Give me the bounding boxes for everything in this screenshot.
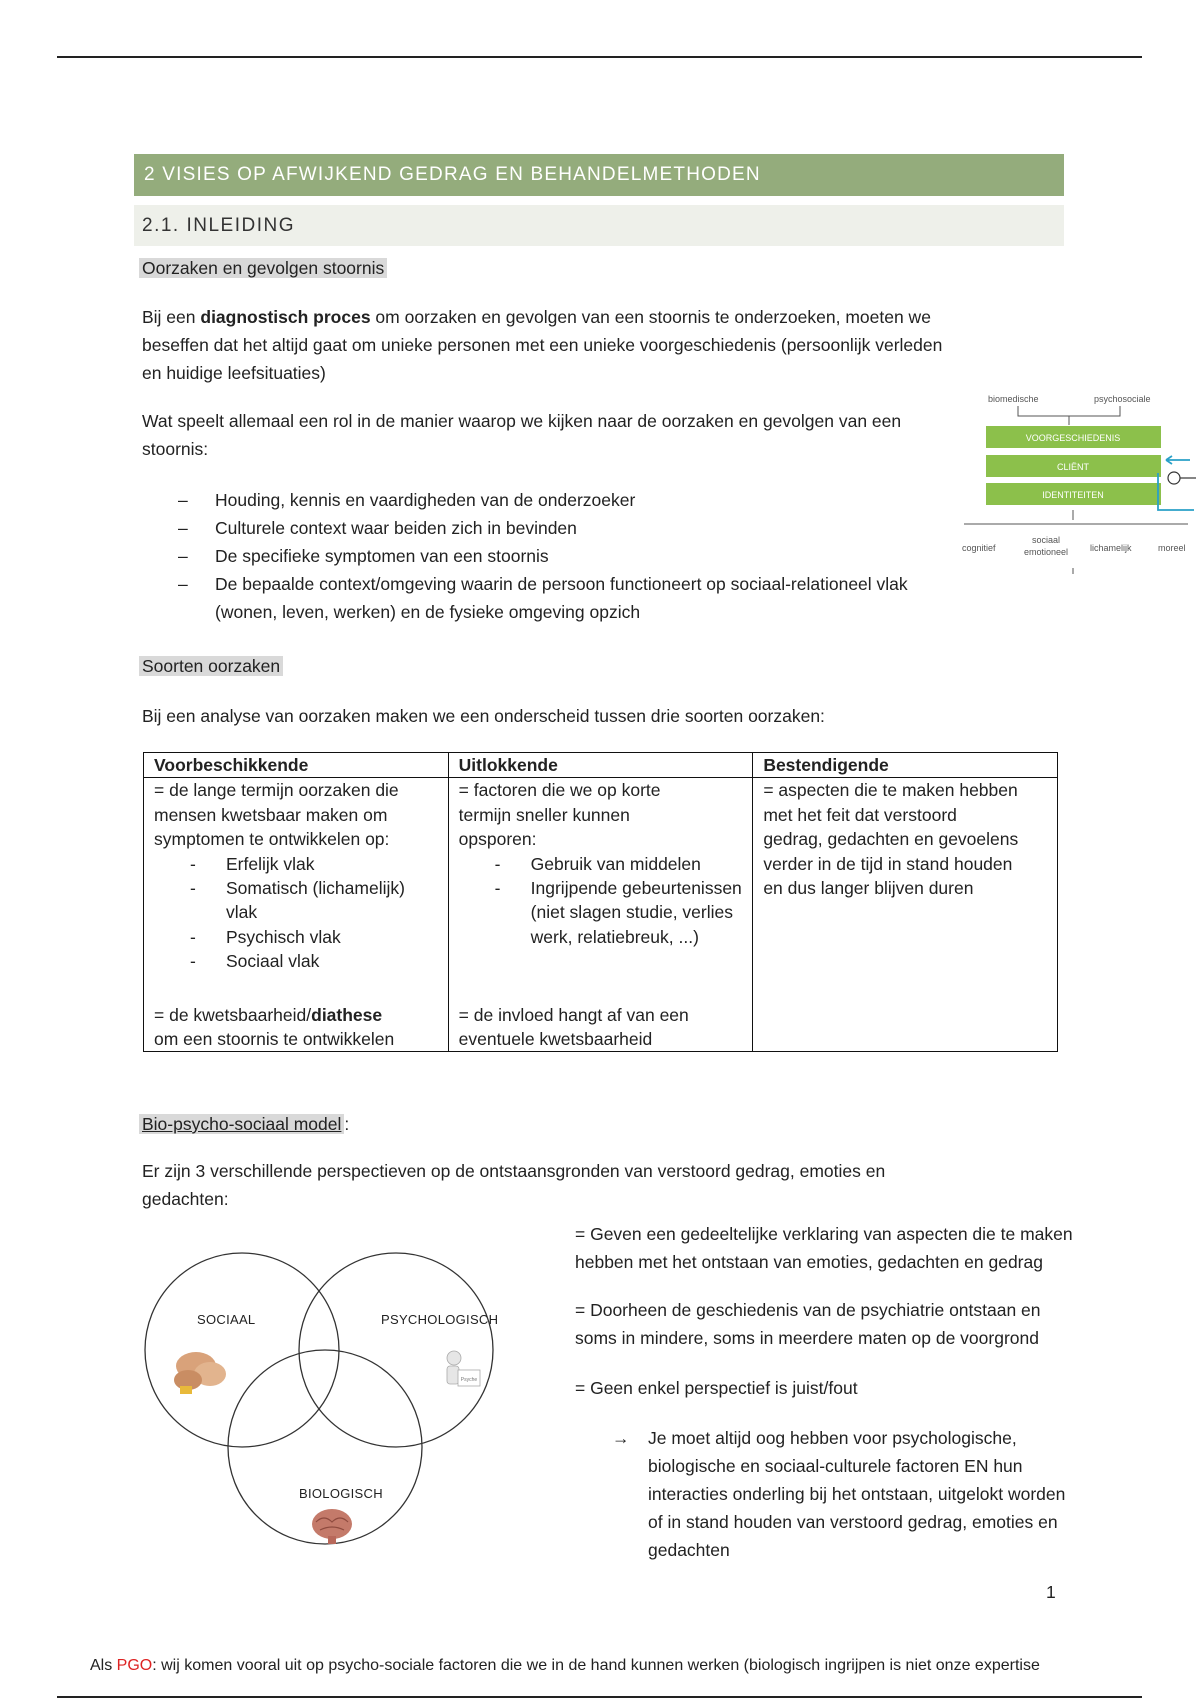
diagram-bar-client-label: CLIËNT: [1056, 462, 1090, 472]
diagram-label-psychosocial: psychosociale: [1094, 394, 1151, 404]
bottom-rule: [57, 1696, 1142, 1698]
bullet-text: Houding, kennis en vaardigheden van de onderzoeker: [215, 490, 636, 510]
item-dash: -: [190, 926, 196, 947]
cell-line: gedrag, gedachten en gevoelens: [763, 829, 1019, 850]
list-item: [459, 876, 743, 949]
bullet-dash: –: [178, 574, 188, 594]
bullet-text: Culturele context waar beiden zich in bevinden: [215, 518, 577, 538]
list-item: [178, 514, 1018, 542]
section-heading: 2.1. INLEIDING: [134, 205, 1064, 246]
bullet-list-roles: [178, 486, 1018, 626]
item-dash: -: [190, 951, 196, 972]
subsection-title-model: [139, 1110, 349, 1138]
p1-bold: diagnostisch proces: [200, 307, 371, 327]
cell-line: symptomen te ontwikkelen op:: [154, 829, 390, 850]
cell-line: met het feit dat verstoord: [763, 804, 957, 825]
cell-line: en dus langer blijven duren: [763, 878, 974, 899]
p2-line1: Wat speelt allemaal een rol in de manier waarop we kijken naar de oorzaken en gevolgen van een: [142, 411, 902, 431]
diagram-bottom-lines: [964, 510, 1188, 574]
model-conclusion: [648, 1424, 1138, 1564]
list-item: [178, 542, 1018, 570]
venn-label-social: SOCIAAL: [197, 1312, 256, 1327]
p1-line2: beseffen dat het altijd gaat om unieke personen met een unieke voorgeschiedenis (persoonlijk verleden: [142, 335, 943, 355]
cell-bottom-diathesis: [154, 1003, 442, 1052]
chapter-heading: 2 VISIES OP AFWIJKEND GEDRAG EN BEHANDELMETHODEN: [134, 154, 1064, 196]
p1-rest: om oorzaken en gevolgen van een stoornis te onderzoeken, moeten we: [370, 307, 931, 327]
diagram-bottom-physical: lichamelijk: [1090, 543, 1132, 553]
cell-line: verder in de tijd in stand houden: [763, 853, 1013, 874]
cell-bottom-influence: [459, 1003, 747, 1052]
point2-line2: soms in mindere, soms in meerdere maten op de voorgrond: [575, 1328, 1039, 1348]
conclusion-line: biologische en sociaal-culturele factoren EN hun: [648, 1456, 1023, 1476]
client-identity-diagram: [958, 388, 1200, 580]
diagram-bottom-social: sociaal: [1031, 535, 1061, 545]
p1-pre: Bij een: [142, 307, 201, 327]
list-item: [154, 949, 438, 973]
cell-bottom-line2: eventuele kwetsbaarheid: [458, 1029, 653, 1049]
cell-line: opsporen:: [458, 829, 537, 850]
footer-rest: : wij komen vooral uit op psycho-sociale factoren die we in de hand kunnen werken (biologisch ingrijpen is niet onze expertise: [152, 1657, 1040, 1674]
point2-line1: = Doorheen de geschiedenis van de psychiatrie ontstaan en: [575, 1300, 1041, 1320]
item-dash: -: [190, 853, 196, 874]
diagram-arrow: [1158, 456, 1194, 510]
cell-bottom-bold: diathese: [311, 1004, 383, 1025]
diagram-bar-history-label: VOORGESCHIEDENIS: [1025, 433, 1121, 443]
model-point-2: [575, 1296, 1135, 1352]
table-row: [144, 778, 1058, 1052]
venn-circle-social: [145, 1253, 339, 1447]
item-text: Erfelijk vlak: [226, 853, 315, 874]
item-text: Psychisch vlak: [226, 926, 341, 947]
paragraph-roles: [142, 407, 982, 463]
model-point-1: [575, 1220, 1135, 1276]
subsection-title-causes: [139, 254, 387, 282]
model-point-3: = Geen enkel perspectief is juist/fout: [575, 1378, 858, 1398]
table-header-predisposing: Voorbeschikkende: [144, 753, 449, 778]
bullet-dash: –: [178, 546, 188, 566]
subsection-title-types: [139, 652, 283, 680]
item-dash: -: [494, 878, 501, 899]
table-header-perpetuating: Bestendigende: [753, 753, 1058, 778]
diagram-bottom-cognitive: cognitief: [962, 543, 996, 553]
item-text: Sociaal vlak: [226, 951, 320, 972]
list-item: [178, 486, 1018, 514]
person-with-sign-icon: [447, 1351, 480, 1386]
subsection-title-text: Oorzaken en gevolgen stoornis: [139, 258, 387, 278]
diagram-bracket: [1018, 406, 1120, 425]
venn-diagram: [140, 1240, 530, 1570]
cell-line: mensen kwetsbaar maken om: [154, 804, 388, 825]
cell-line: = de lange termijn oorzaken die: [154, 780, 399, 801]
sign-text: Psyche: [460, 1377, 478, 1383]
table-header-row: [144, 753, 1058, 778]
cell-bottom-line2: om een stoornis te ontwikkelen: [154, 1029, 395, 1049]
table-cell-perpetuating: [753, 778, 1058, 1052]
page-number: 1: [1046, 1582, 1056, 1602]
arrow-icon: →: [612, 1428, 630, 1448]
brain-icon: [312, 1509, 352, 1544]
paragraph-diagnostic: [142, 303, 1042, 387]
list-item: [154, 852, 438, 876]
point1-line1: = Geven een gedeeltelijke verklaring van aspecten die te maken: [575, 1224, 1073, 1244]
bullet-dash: –: [178, 490, 188, 510]
causes-table: [143, 752, 1058, 1052]
diagram-bottom-emotional: emotioneel: [1023, 547, 1069, 557]
cell-line: termijn sneller kunnen: [458, 804, 630, 825]
diagram-label-biomedical: biomedische: [988, 394, 1039, 404]
bullet-text: De specifieke symptomen van een stoornis: [215, 546, 549, 566]
intro-line2: gedachten:: [142, 1189, 229, 1209]
list-item: [459, 852, 743, 876]
diagram-bottom-moral: moreel: [1158, 543, 1186, 553]
subsection-title-colon: :: [344, 1114, 350, 1134]
footer-pgo: PGO: [116, 1657, 153, 1674]
venn-label-psychological: PSYCHOLOGISCH: [381, 1312, 499, 1327]
bullet-text: De bepaalde context/omgeving waarin de persoon functioneert op sociaal-relationeel vlak: [215, 574, 908, 594]
paragraph-model-intro: [142, 1157, 1042, 1213]
item-text: Somatisch (lichamelijk) vlak: [226, 878, 405, 923]
intro-line1: Er zijn 3 verschillende perspectieven op de ontstaansgronden van verstoord gedrag, emoties en: [142, 1161, 886, 1181]
venn-label-biological: BIOLOGISCH: [299, 1486, 383, 1501]
hands-icon: [174, 1352, 226, 1394]
bullet-text-line2: (wonen, leven, werken) en de fysieke omgeving opzich: [215, 602, 641, 622]
cell-line: = aspecten die te maken hebben: [763, 780, 1018, 801]
conclusion-line: gedachten: [648, 1540, 730, 1560]
list-item: [154, 925, 438, 949]
item-text: Ingrijpende gebeurtenissen (niet slagen studie, verlies werk, relatiebreuk, ...): [530, 878, 742, 947]
p1-line3: en huidige leefsituaties): [142, 363, 326, 383]
top-rule: [57, 56, 1142, 58]
cell-list: [154, 852, 438, 974]
item-dash: -: [494, 853, 501, 874]
table-cell-precipitating: [448, 778, 753, 1052]
bullet-dash: –: [178, 518, 188, 538]
subsection-title-text: Bio-psycho-sociaal model: [139, 1114, 344, 1134]
footer-note: [90, 1652, 1040, 1680]
point1-line2: hebben met het ontstaan van emoties, gedachten en gedrag: [575, 1252, 1043, 1272]
conclusion-line: Je moet altijd oog hebben voor psychologische,: [648, 1428, 1017, 1448]
table-header-precipitating: Uitlokkende: [448, 753, 753, 778]
subsection-title-text: Soorten oorzaken: [139, 656, 283, 676]
p2-line2: stoornis:: [142, 439, 209, 459]
conclusion-line: of in stand houden van verstoord gedrag, emoties en: [648, 1512, 1058, 1532]
list-item: [178, 570, 1018, 626]
conclusion-line: interacties onderling bij het ontstaan, uitgelokt worden: [648, 1484, 1066, 1504]
list-item: [154, 876, 438, 925]
cell-list: [459, 852, 743, 950]
item-dash: -: [190, 878, 196, 899]
diagram-circle-icon: [1168, 472, 1180, 484]
diagram-bar-identities-label: IDENTITEITEN: [1042, 490, 1104, 500]
table-cell-predisposing: [144, 778, 449, 1052]
paragraph-types-intro: Bij een analyse van oorzaken maken we een onderscheid tussen drie soorten oorzaken:: [142, 706, 825, 726]
cell-line: = factoren die we op korte: [458, 780, 661, 801]
footer-pre: Als: [90, 1657, 117, 1674]
item-text: Gebruik van middelen: [530, 853, 701, 874]
cell-bottom-pre: = de kwetsbaarheid/: [154, 1004, 312, 1025]
cell-bottom-line1: = de invloed hangt af van een: [458, 1004, 689, 1025]
